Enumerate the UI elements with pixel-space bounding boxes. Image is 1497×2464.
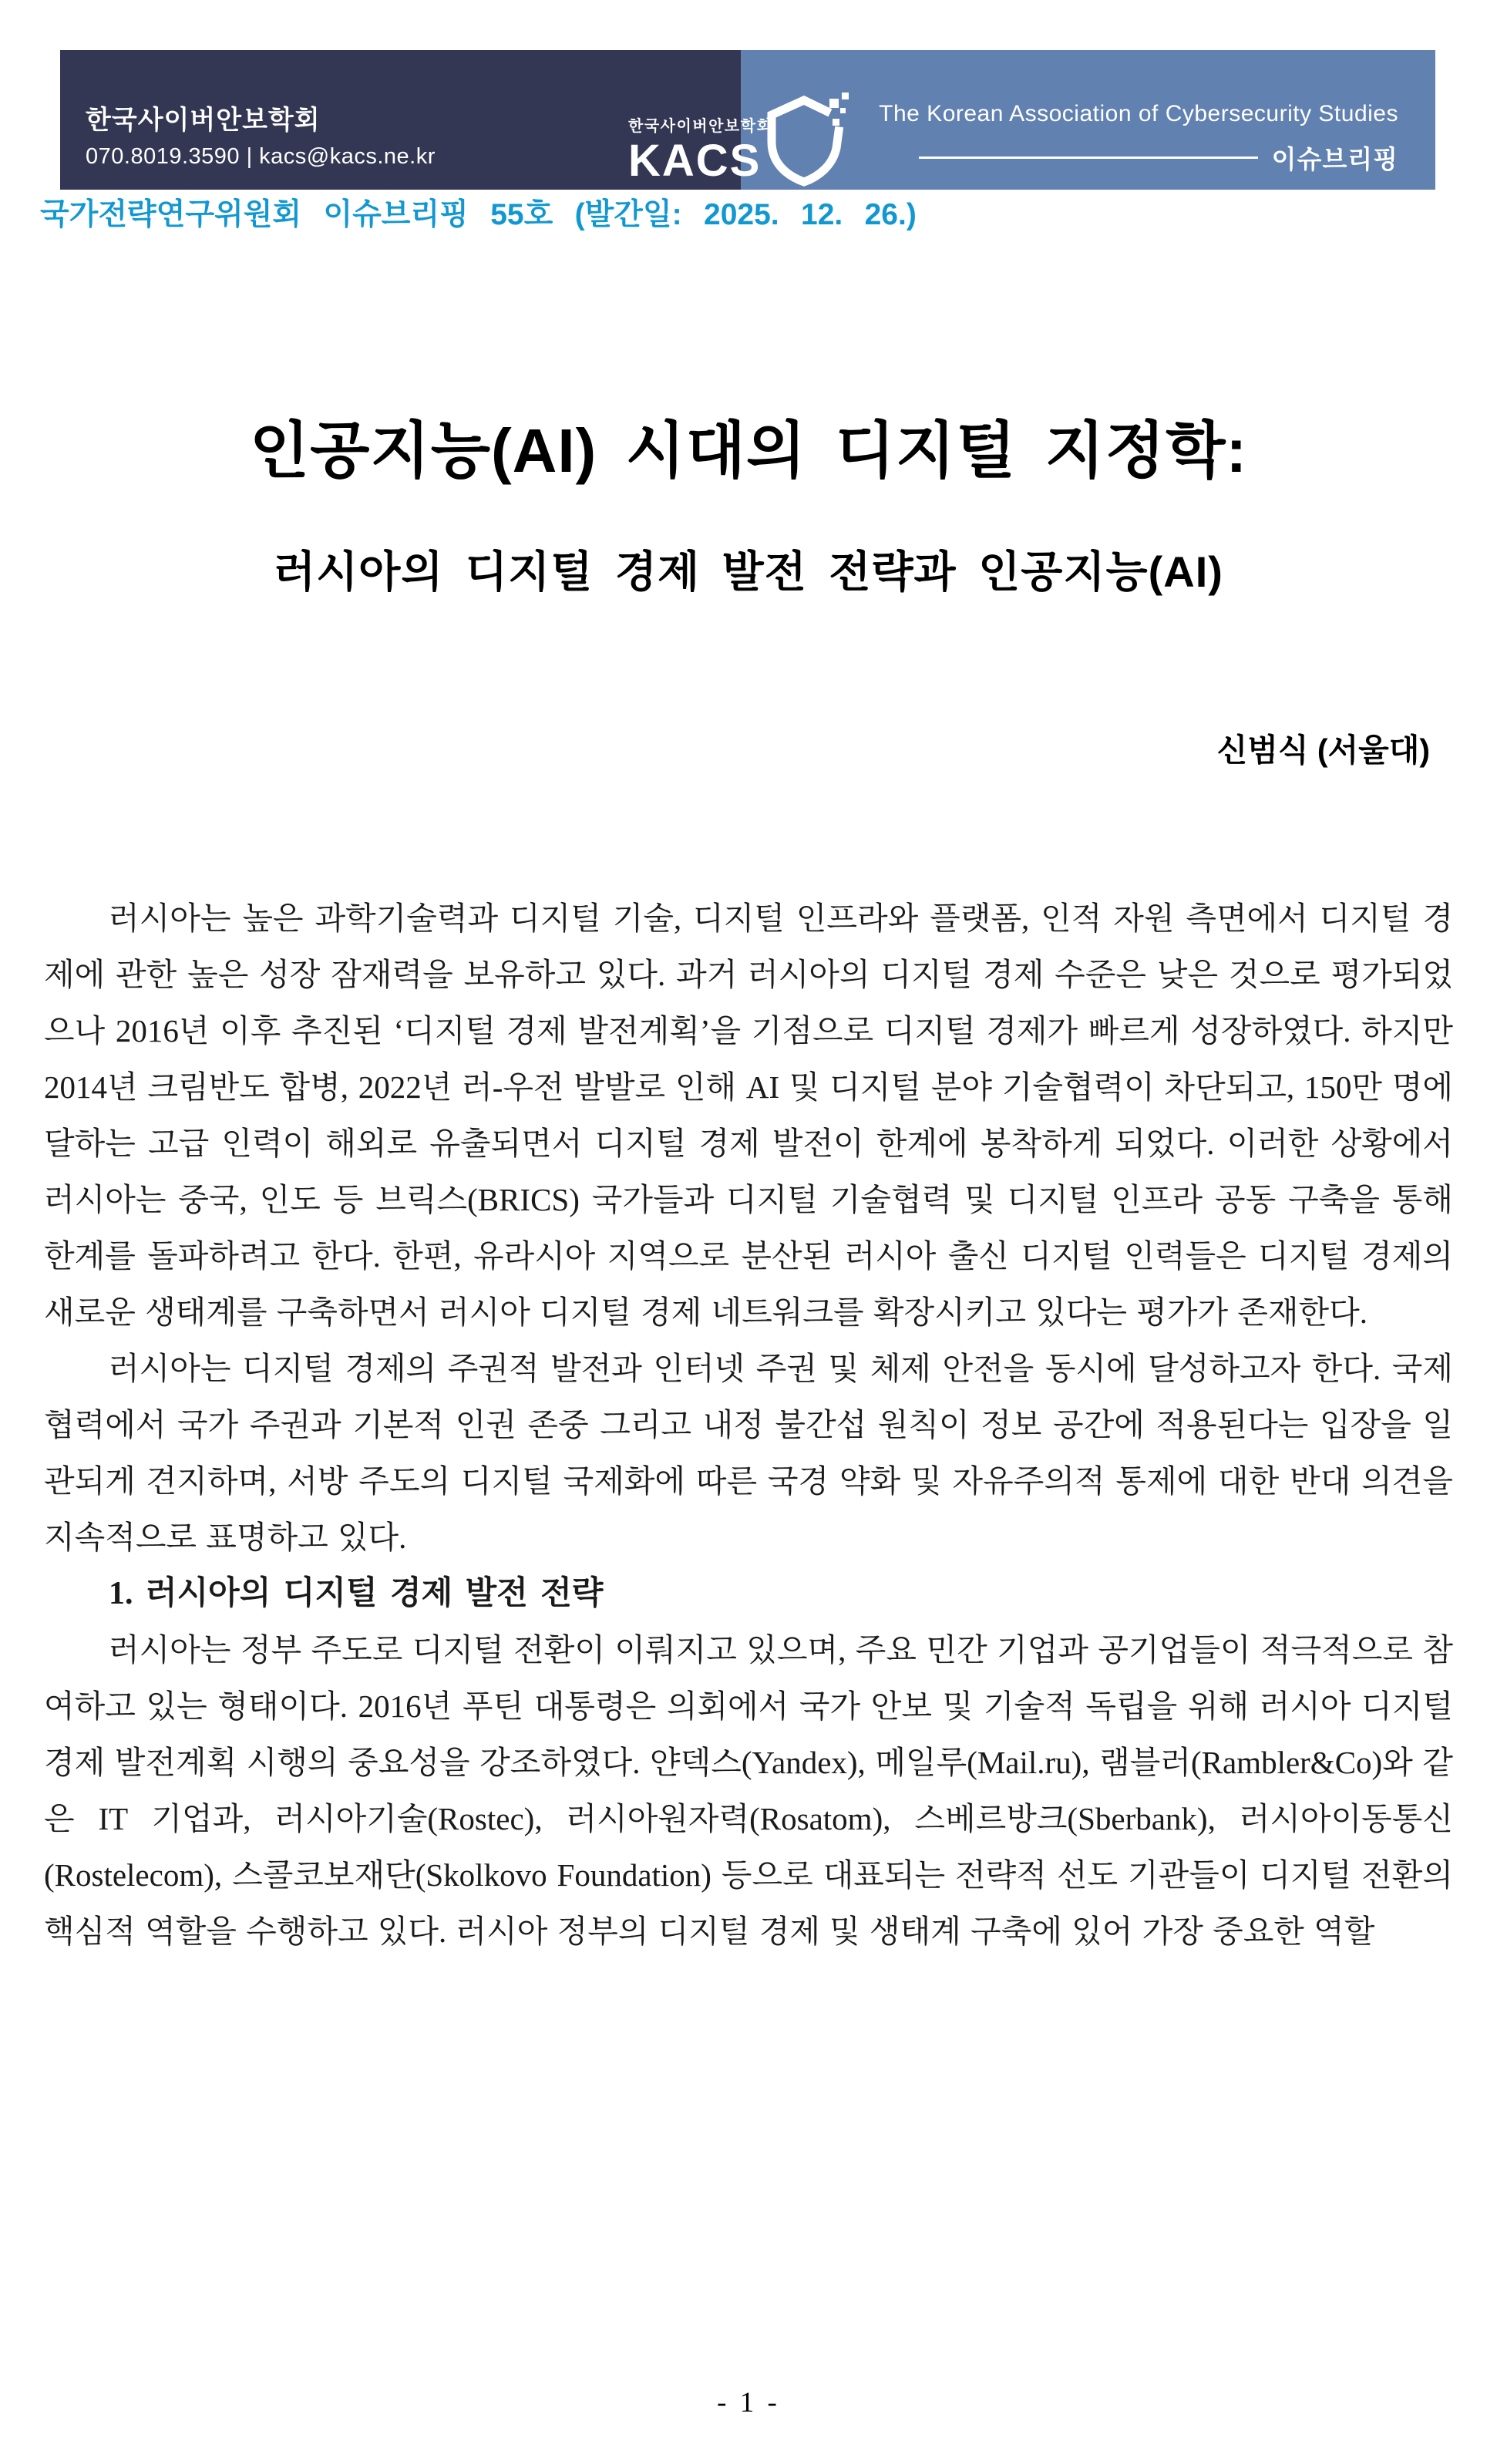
page-subtitle: 러시아의 디지털 경제 발전 전략과 인공지능(AI) (274, 547, 1223, 596)
page-title: 인공지능(AI) 시대의 디지털 지정학: (249, 416, 1248, 485)
shield-pixel-icon (760, 93, 851, 187)
divider-line (919, 157, 1258, 159)
logo-acronym: KACS (628, 136, 762, 186)
abstract-paragraph-2: 러시아는 디지털 경제의 주권적 발전과 인터넷 주권 및 체제 안전을 동시에 달성하고자 한다. 국제협력에서 국가 주권과 기본적 인권 존중 그리고 내정 불간섭 원칙이 정보 공간에 적용된다는 입장을 일관되게 견지하며, 서방 주도의 디지털 국제화에 따른 국경 약화 및 자유주의적 통제에 대한 반대 의견을 지속적으로 표명하고 있다. (44, 1351, 1453, 1555)
org-name-en: The Korean Association of Cybersecurity Studies (879, 101, 1398, 126)
section-paragraph-1: 러시아는 정부 주도로 디지털 전환이 이뤄지고 있으며, 주요 민간 기업과 공기업들이 적극적으로 참여하고 있는 형태이다. 2016년 푸틴 대통령은 의회에서 국가 안보 및 기술적 독립을 위해 러시아 디지털 경제 발전계획 시행의 중요성을 강조하였다. 얀덱스(Yandex), 메일루(Mail.ru), 램블러(Rambler&Co)와 같은 IT 기업과, 러시아기술(Rostec), 러시아원자력(Rosatom), 스베르방크(Sberbank), 러시아이동통신(Rostelecom), 스콜코보재단(Skolkovo Foundation) 등으로 대표되는 전략적 선도 기관들이 디지털 전환의 핵심적 역할을 수행하고 있다. 러시아 정부의 디지털 경제 및 생태계 구축에 있어 가장 중요한 역할 (44, 1632, 1453, 1949)
document-body (44, 890, 1453, 1960)
briefing-label: 이슈브리핑 (1271, 145, 1398, 173)
org-contact: 070.8019.3590 | kacs@kacs.ne.kr (86, 144, 436, 169)
issue-meta-line: 국가전략연구위원회 이슈브리핑 55호 (발간일: 2025. 12. 26.) (40, 198, 917, 231)
abstract-paragraph-1: 러시아는 높은 과학기술력과 디지털 기술, 디지털 인프라와 플랫폼, 인적 자원 측면에서 디지털 경제에 관한 높은 성장 잠재력을 보유하고 있다. 과거 러시아의 디지털 경제 수준은 낮은 것으로 평가되었으나 2016년 이후 추진된 ‘디지털 경제 발전계획’을 기점으로 디지털 경제가 빠르게 성장하였다. 하지만 2014년 크림반도 합병, 2022년 러-우전 발발로 인해 AI 및 디지털 분야 기술협력이 차단되고, 150만 명에 달하는 고급 인력이 해외로 유출되면서 디지털 경제 발전이 한계에 봉착하게 되었다. 이러한 상황에서 러시아는 중국, 인도 등 브릭스(BRICS) 국가들과 디지털 기술협력 및 디지털 인프라 공동 구축을 통해 한계를 돌파하려고 한다. 한편, 유라시아 지역으로 분산된 러시아 출신 디지털 인력들은 디지털 경제의 새로운 생태계를 구축하면서 러시아 디지털 경제 네트워크를 확장시키고 있다는 평가가 존재한다. (44, 900, 1453, 1330)
header-banner (60, 50, 1435, 190)
kacs-logo (628, 93, 851, 186)
briefing-label-row (919, 140, 1398, 176)
logo-org-text: 한국사이버안보학회 (628, 118, 773, 135)
page-number: - 1 - (717, 2387, 780, 2419)
kacs-logo-text (628, 113, 773, 186)
org-name-kr: 한국사이버안보학회 (86, 106, 321, 135)
section-heading: 1. 러시아의 디지털 경제 발전 전략 (109, 1576, 604, 1611)
author-line: 신범식 (서울대) (1216, 732, 1430, 768)
